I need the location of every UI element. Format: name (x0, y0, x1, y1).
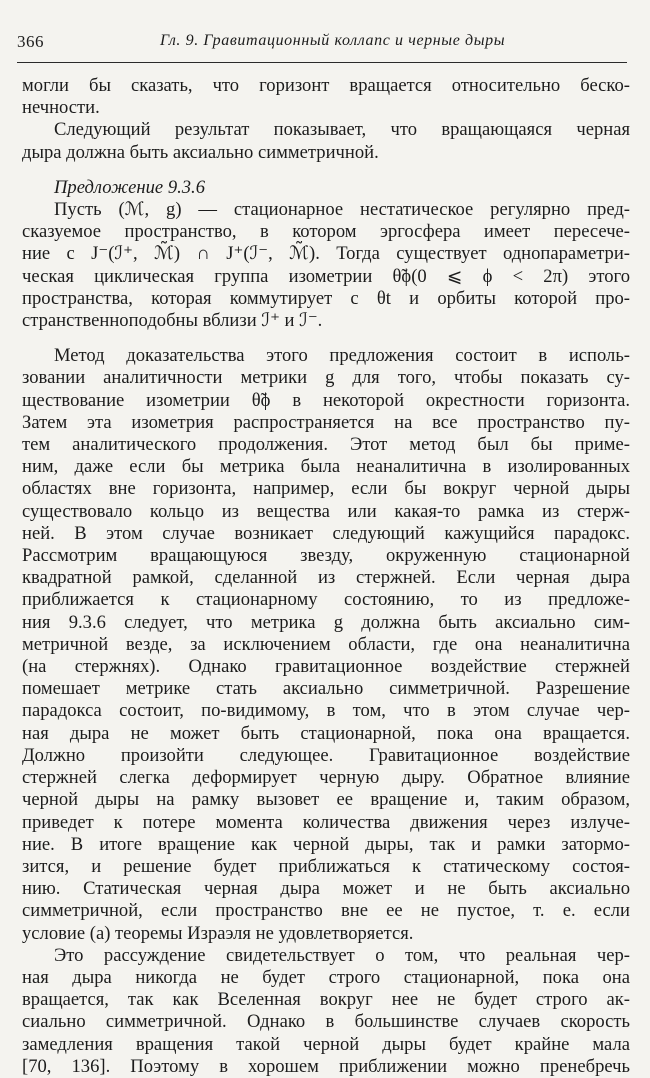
text-line: вращается, так как Вселенная вокруг нее не будет строго ак- (22, 989, 630, 1011)
text-line: Это рассуждение свидетельствует о том, что реальная чер- (54, 944, 630, 966)
text-line: [70, 136]. Поэтому в хорошем приближении можно пренебречь (22, 1055, 630, 1077)
text-line: Должно произойти следующее. Гравитационное воздействие (22, 744, 630, 766)
text-line: помешает метрике стать аксиально симметричной. Разрешение (22, 678, 630, 700)
text-line: странственноподобны вблизи ℐ⁺ и ℐ⁻. (22, 310, 323, 332)
text-line: сиально симметричной. Однако в большинстве случаев скорость (22, 1011, 630, 1033)
text-line: могли бы сказать, что горизонт вращается относительно беско- (22, 75, 630, 96)
text-line: зовании аналитичности метрики g для того, чтобы показать су- (22, 367, 630, 389)
text-line: метричной везде, за исключением области, где она неаналитична (22, 633, 630, 655)
text-line: симметричной, если пространство вне ее не пустое, т. е. если (22, 900, 630, 922)
text-line: дыра должна быть аксиально симметричной. (22, 141, 379, 163)
text-line: ние с J⁻(ℐ⁺, ℳ̃) ∩ J⁺(ℐ⁻, ℳ̃). Тогда существует однопараметри- (22, 243, 630, 265)
proposition-heading: Предложение 9.3.6 (54, 176, 206, 198)
text-line: сказуемое пространство, в котором эргосфера имеет пересече- (22, 221, 630, 243)
text-line: ним, даже если бы метрика была неаналитична в изолированных (22, 456, 630, 478)
text-line: черной дыры на рамку вызовет ее вращение и, таким образом, (22, 789, 630, 811)
page-body (22, 75, 630, 1078)
text-line: ния 9.3.6 следует, что метрика g должна быть аксиально сим- (22, 611, 630, 633)
text-line: приведет к потере момента количества движения через излуче- (22, 811, 630, 833)
text-line: ческая циклическая группа изометрии θ̃ϕ(0 ⩽ ϕ < 2π) этого (22, 265, 630, 287)
text-line: Пусть (ℳ, g) — стационарное нестатическое регулярно пред- (54, 199, 630, 221)
text-line: Затем эта изометрия распространяется на все пространство пу- (22, 411, 630, 433)
text-line: ние. В итоге вращение как черной дыры, так и рамки затормо- (22, 833, 630, 855)
paragraph-conclusion (22, 945, 630, 1078)
text-line: ная дыра не может быть стационарной, пока она вращается. (22, 722, 630, 744)
text-line: стержней слегка деформирует черную дыру. Обратное влияние (22, 767, 630, 789)
text-line: условие (a) теоремы Израэля не удовлетворяется. (22, 922, 414, 944)
text-line: (на стержнях). Однако гравитационное воздействие стержней (22, 656, 630, 678)
text-line: приближается к стационарному состоянию, то из предложе- (22, 589, 630, 611)
text-line: Метод доказательства этого предложения состоит в исполь- (54, 345, 630, 367)
text-line: нечности. (22, 97, 100, 119)
text-line: областях вне горизонта, например, если бы вокруг черной дыры (22, 478, 630, 500)
text-line: парадокса состоит, по-видимому, в том, что в этом случае чер- (22, 700, 630, 722)
proposition-statement (22, 199, 630, 332)
text-line: ная дыра никогда не будет строго стационарной, пока она (22, 966, 630, 988)
running-head: Гл. 9. Гравитационный коллапс и черные дыры (160, 32, 506, 49)
text-line: тем аналитического продолжения. Этот метод был бы приме- (22, 434, 630, 456)
text-line: ней. В этом случае возникает следующий кажущийся парадокс. (22, 522, 630, 544)
page-number: 366 (17, 32, 44, 51)
text-line: ществование изометрии θ̃ϕ в некоторой окрестности горизонта. (22, 389, 630, 411)
paragraph-intro (22, 119, 630, 163)
text-line: существовало кольцо из вещества или какая-то рамка из стерж- (22, 500, 630, 522)
text-line: Рассмотрим вращающуюся звезду, окруженную стационарной (22, 545, 630, 567)
text-line: пространства, которая коммутирует с θt и орбиты которой про- (22, 287, 630, 309)
text-line: нию. Статическая черная дыра может и не быть аксиально (22, 878, 630, 900)
text-line: Следующий результат показывает, что вращающаяся черная (54, 119, 630, 141)
text-line: квадратной рамкой, сделанной из стержней. Если черная дыра (22, 567, 630, 589)
paragraph-continuation (22, 75, 630, 119)
paragraph-method (22, 345, 630, 944)
page-header (0, 32, 650, 60)
text-line: зится, и решение будет приближаться к статическому состоя- (22, 855, 630, 877)
header-rule (17, 62, 627, 63)
text-line: замедления вращения такой черной дыры будет крайне мала (22, 1033, 630, 1055)
